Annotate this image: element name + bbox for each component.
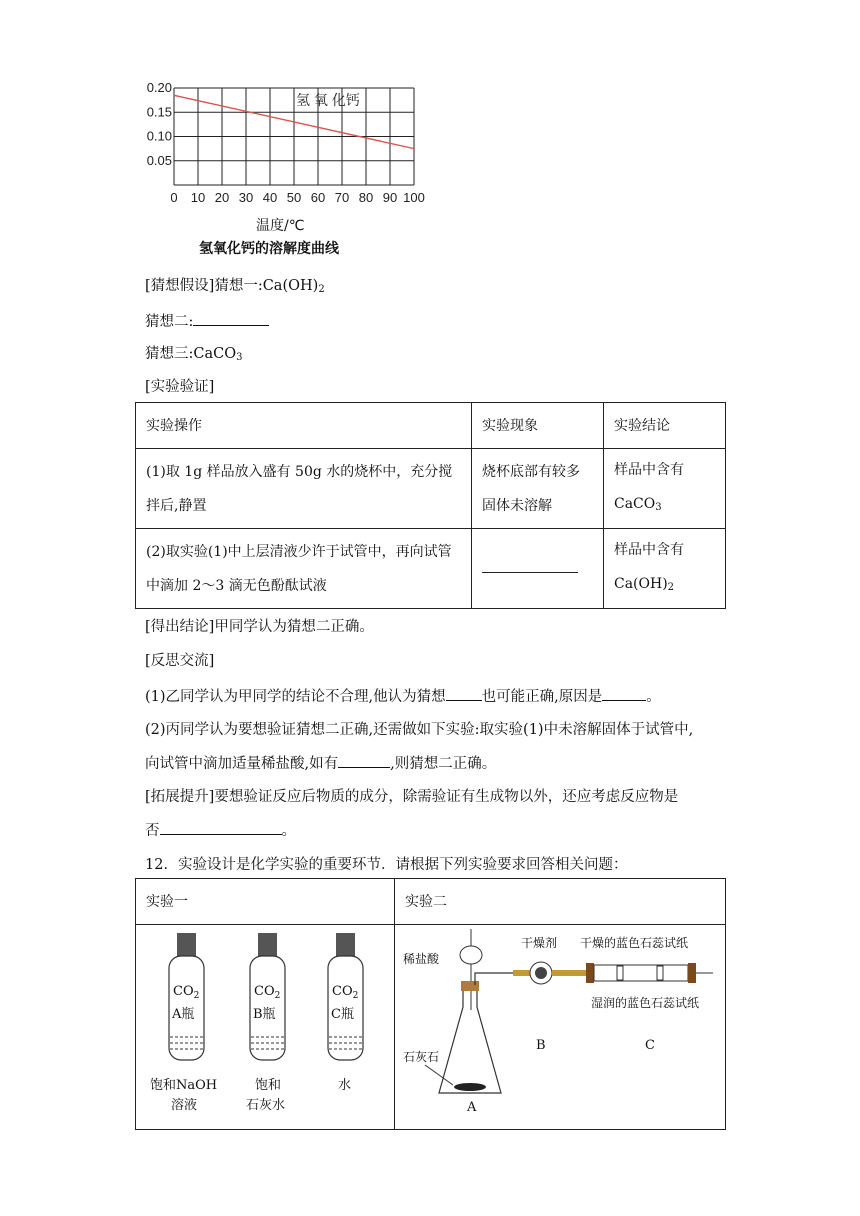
table-row [136,449,726,529]
bottle-b [246,933,285,1113]
reflect-q2-blank[interactable] [338,753,390,768]
reflect-q1-part1: (1)乙同学认为甲同学的结论不合理,他认为猜想 [145,689,446,705]
stopper-left [586,963,594,983]
row1-con-line1: 样品中含有 [614,461,684,478]
hypothesis-1-text: 猜想一:Ca(OH) [214,278,319,294]
hypothesis-1 [145,276,325,300]
stopper-right [688,963,696,983]
reflect-q2-part1: 向试管中滴加适量稀盐酸,如有 [145,756,339,772]
extension-line2 [145,820,296,841]
label-limestone: 石灰石 [403,1050,440,1064]
row1-operation [136,449,472,529]
reflect-q1-blank1[interactable] [446,686,482,701]
table-row [136,925,726,1130]
subscript: 3 [236,352,243,363]
bottle-c [328,933,363,1093]
row2-phenomenon-blank[interactable] [482,558,578,573]
exp1-cell [136,925,395,1130]
row1-ph-line1: 烧杯底部有较多 [482,463,580,480]
limestone-pile [454,1083,486,1091]
reflect-q1-blank2[interactable] [602,686,646,701]
bottle-cap [258,933,277,956]
label-a: A [467,1100,477,1115]
subscript: 2 [318,284,325,295]
header-conclusion: 实验结论 [604,403,726,449]
label-desiccant: 干燥剂 [521,936,558,950]
hypothesis-3 [145,344,242,368]
x-tick-label: 40 [262,190,278,205]
header-exp2: 实验二 [395,879,726,925]
desiccant-granules [535,967,547,979]
delivery-tube [475,973,513,985]
bottle-cap [177,933,196,956]
y-tick-label: 0.05 [146,152,172,168]
reflect-q1-end: 。 [646,689,661,705]
x-tick-label: 0 [170,190,178,205]
bottle-b-label: B瓶 [253,1007,276,1022]
row2-operation [136,529,472,609]
y-tick-label: 0.10 [146,128,172,144]
x-tick-label: 70 [334,190,350,205]
bottle-b-gas: $CO_2$ [254,984,281,1001]
reflect-q2-line1: (2)丙同学认为要想验证猜想二正确,还需做如下实验:取实验(1)中未溶解固体于试管中, [145,722,694,738]
x-tick-label: 80 [358,190,374,205]
rubber-stopper [461,981,479,991]
row2-op-line1: (2)取实验(1)中上层清液少许于试管中，再向试管 [146,543,452,560]
connector [513,970,531,976]
label-c: C [645,1038,655,1053]
hypothesis-tag: [猜想假设] [145,278,215,294]
legend-label: 氢 氧 化钙 [296,92,360,108]
x-tick-label: 90 [382,190,398,205]
subscript: 3 [655,501,662,513]
row2-phenomenon [472,529,604,609]
bottle-a-caption-1: 饱和NaOH [150,1078,218,1093]
y-tick-label: 0.15 [146,104,172,120]
bottle-c-label: C瓶 [331,1007,354,1022]
row2-conclusion [604,529,726,609]
table-row [136,529,726,609]
limestone-pointer [425,1065,453,1085]
bottle-a-caption-2: 溶液 [171,1098,198,1113]
formula: CaCO [614,495,656,512]
row2-con-line2 [614,567,715,605]
conical-flask [439,983,501,1093]
bottle-c-gas: $CO_2$ [332,984,359,1001]
label-acid: 稀盐酸 [403,952,440,966]
reflect-tag: [反思交流] [145,653,215,669]
row2-con-line1: 样品中含有 [614,541,684,558]
formula: Ca(OH) [614,575,668,592]
bottle-a-gas: $CO_2$ [173,984,200,1001]
row1-ph-line2: 固体未溶解 [482,497,552,514]
label-b: B [536,1038,546,1053]
reflect-q1-part2: 也可能正确,原因是 [481,689,603,705]
verify-tag: [实验验证] [145,379,215,395]
experiment-design-table [135,878,726,1130]
header-phenomenon: 实验现象 [472,403,604,449]
exp2-apparatus-figure [395,925,726,1116]
header-operation: 实验操作 [136,403,472,449]
row1-phenomenon [472,449,604,529]
bottle-c-caption-1: 水 [338,1078,352,1093]
x-tick-label: 50 [286,190,302,205]
extension-line1: [拓展提升]要想验证反应后物质的成分，除需验证有生成物以外，还应考虑反应物是 [145,789,679,805]
bottle-a [150,933,217,1113]
chart-xlabel: 温度/℃ [256,218,305,234]
row1-op-line2: 拌后,静置 [146,497,207,514]
hypothesis-2-blank[interactable] [193,311,269,326]
glass-tube-c [594,965,688,981]
row1-con-line2 [614,487,715,525]
subscript: 2 [667,581,675,593]
wet-litmus-paper [657,966,663,980]
chart-title: 氢氧化钙的溶解度曲线 [199,241,339,257]
extension-blank[interactable] [160,820,282,835]
hypothesis-2-text: 猜想二: [145,314,194,330]
bottle-b-caption-1: 饱和 [255,1078,282,1093]
separatory-funnel [460,946,482,964]
header-exp1: 实验一 [136,879,395,925]
conclusion-line: [得出结论]甲同学认为猜想二正确。 [145,619,374,635]
exp2-cell [395,925,726,1130]
extension-end: 。 [281,823,296,839]
table-header-row [136,879,726,925]
label-dry-paper: 干燥的蓝色石蕊试纸 [580,936,689,950]
reflect-q1 [145,686,661,707]
x-tick-label: 30 [238,190,254,205]
hypothesis-2 [145,311,269,332]
bottle-cap [336,933,355,956]
connector [552,970,586,976]
bottle-b-caption-2: 石灰水 [246,1098,286,1113]
x-tick-label: 20 [214,190,230,205]
reflect-q2-part2: ,则猜想二正确。 [390,756,497,772]
row1-conclusion [604,449,726,529]
extension-part1: 否 [145,823,160,839]
y-tick-label: 0.20 [146,80,172,95]
exp1-bottles-figure [136,925,395,1116]
experiment-table [135,402,726,609]
table-header-row [136,403,726,449]
reflect-q2-line2 [145,753,496,774]
question-12: 12．实验设计是化学实验的重要环节．请根据下列实验要求回答相关问题： [145,857,628,873]
label-wet-paper: 湿润的蓝色石蕊试纸 [591,996,700,1010]
bottle-a-label: A瓶 [172,1007,195,1022]
x-tick-label: 100 [403,190,425,205]
dry-litmus-paper [617,966,623,980]
row2-op-line2: 中滴加 2～3 滴无色酚酞试液 [146,577,327,594]
hypothesis-3-text: 猜想三:CaCO [145,346,237,362]
x-tick-label: 60 [310,190,326,205]
row1-op-line1: (1)取 1g 样品放入盛有 50g 水的烧杯中，充分搅 [146,463,453,480]
x-tick-label: 10 [190,190,206,205]
